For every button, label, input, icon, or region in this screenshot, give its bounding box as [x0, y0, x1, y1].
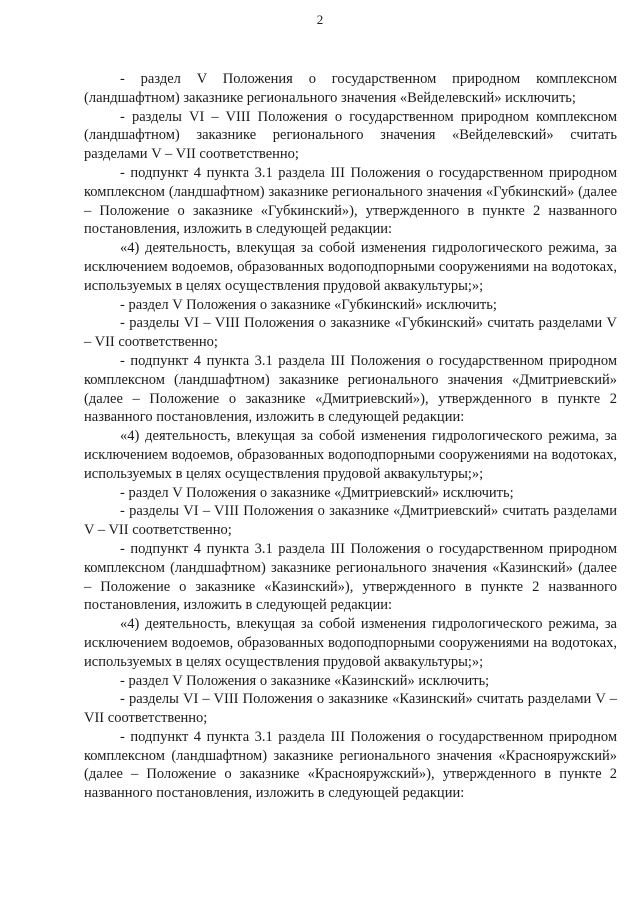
- paragraph: - раздел V Положения о заказнике «Губкинский» исключить;: [120, 296, 497, 313]
- page-number: 2: [316, 12, 324, 27]
- paragraph: - раздел V Положения о государственном природном комплексном (ландшафтном) заказнике регионального значения «Вейделевский» исключить;: [84, 71, 617, 106]
- paragraph: - разделы VI – VIII Положения о заказнике «Дмитриевский» считать разделами V – VII соответственно;: [84, 503, 617, 539]
- document-body: [84, 70, 617, 803]
- paragraph: - подпункт 4 пункта 3.1 раздела III Положения о государственном природном комплексном (ландшафтном) заказнике регионального значения «Дмитриевский» (далее – Положение о заказнике «Дмитриевский»), утвержденного в пункте 2 названного постановления, изложить в следующей редакции:: [84, 352, 617, 426]
- paragraph: - разделы VI – VIII Положения о государственном природном комплексном (ландшафтном) заказнике регионального значения «Вейделевский» считать разделами V – VII соответственно;: [84, 108, 617, 163]
- paragraph: - разделы VI – VIII Положения о заказнике «Губкинский» считать разделами V – VII соответственно;: [84, 315, 617, 351]
- paragraph: - подпункт 4 пункта 3.1 раздела III Положения о государственном природном комплексном (ландшафтном) заказнике регионального значения «Губкинский» (далее – Положение о заказнике «Губкинский»), утвержденного в пункте 2 названного постановления, изложить в следующей редакции:: [84, 164, 617, 238]
- paragraph: - подпункт 4 пункта 3.1 раздела III Положения о государственном природном комплексном (ландшафтном) заказнике регионального значения «Краснояружский» (далее – Положение о заказнике «Краснояружский»), утвержденного в пункте 2 названного постановления, изложить в следующей редакции:: [84, 728, 617, 802]
- paragraph: - разделы VI – VIII Положения о заказнике «Казинский» считать разделами V – VII соответственно;: [84, 691, 617, 727]
- quoted-paragraph: «4) деятельность, влекущая за собой изменения гидрологического режима, за исключением водоемов, образованных водоподпорными сооружениями на водотоках, используемых в целях осуществления прудовой аквакультуры;»;: [84, 428, 617, 482]
- paragraph: - раздел V Положения о заказнике «Казинский» исключить;: [120, 672, 490, 689]
- quoted-paragraph: «4) деятельность, влекущая за собой изменения гидрологического режима, за исключением водоемов, образованных водоподпорными сооружениями на водотоках, используемых в целях осуществления прудовой аквакультуры;»;: [84, 616, 617, 670]
- paragraph: - подпункт 4 пункта 3.1 раздела III Положения о государственном природном комплексном (ландшафтном) заказнике регионального значения «Казинский» (далее – Положение о заказнике «Казинский»), утвержденного в пункте 2 названного постановления, изложить в следующей редакции:: [84, 540, 617, 614]
- paragraph: - раздел V Положения о заказнике «Дмитриевский» исключить;: [120, 484, 514, 501]
- quoted-paragraph: «4) деятельность, влекущая за собой изменения гидрологического режима, за исключением водоемов, образованных водоподпорными сооружениями на водотоках, используемых в целях осуществления прудовой аквакультуры;»;: [84, 240, 617, 294]
